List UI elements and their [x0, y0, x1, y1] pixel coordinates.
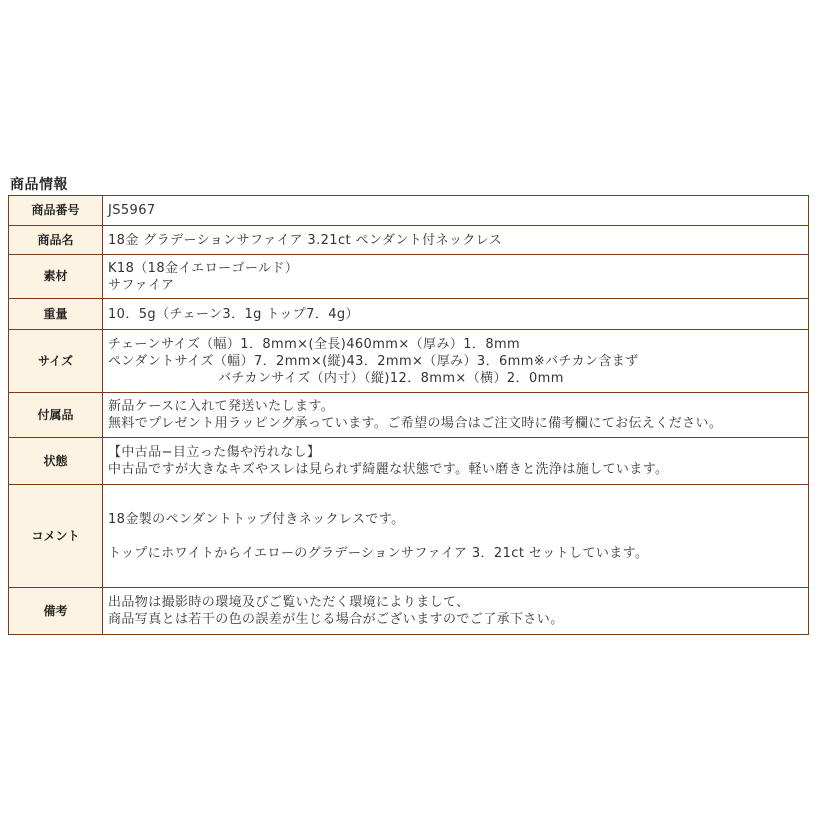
- table-row-material: [9, 255, 809, 299]
- table-row-weight: [9, 299, 809, 330]
- comment-line: 18金製のペンダントトップ付きネックレスです。: [108, 511, 405, 527]
- size-label: サイズ: [9, 330, 103, 393]
- item-number-label: 商品番号: [9, 196, 103, 226]
- comment-label: コメント: [9, 485, 103, 588]
- comment-line: トップにホワイトからイエローのグラデーションサファイア 3．21ct セットしています。: [108, 545, 649, 561]
- remarks-label: 備考: [9, 588, 103, 635]
- item-name-label: 商品名: [9, 226, 103, 255]
- condition-line: 中古品ですが大きなキズやスレは見られず綺麗な状態です。軽い磨きと洗浄は施しています。: [108, 462, 669, 477]
- table-row-item-number: [9, 196, 809, 226]
- size-line: ペンダントサイズ（幅）7．2mm×(縦)43．2mm×（厚み）3．6mm※バチカン含まず: [108, 353, 639, 369]
- accessories-line: 新品ケースに入れて発送いたします。: [108, 399, 335, 414]
- table-row-condition: [9, 438, 809, 485]
- table-row-accessories: [9, 393, 809, 438]
- condition-value: [103, 438, 809, 485]
- material-line: K18（18金イエローゴールド）: [108, 260, 299, 276]
- table-row-remarks: [9, 588, 809, 635]
- accessories-label: 付属品: [9, 393, 103, 438]
- table-row-comment: [9, 485, 809, 588]
- product-info-table: [8, 195, 809, 635]
- size-line: チェーンサイズ（幅）1．8mm×(全長)460mm×（厚み）1．8mm: [108, 336, 521, 352]
- condition-line: 【中古品−目立った傷や汚れなし】: [108, 445, 321, 460]
- table-row-size: [9, 330, 809, 393]
- weight-value: 10．5g（チェーン3．1g トップ7．4g）: [103, 299, 809, 330]
- accessories-value: [103, 393, 809, 438]
- accessories-line: 無料でプレゼント用ラッピング承っています。ご希望の場合はご注文時に備考欄にてお伝えください。: [108, 416, 723, 431]
- item-number-value: JS5967: [103, 196, 809, 226]
- item-name-value: 18金 グラデーションサファイア 3.21ct ペンダント付ネックレス: [103, 226, 809, 255]
- condition-label: 状態: [9, 438, 103, 485]
- material-line: サファイア: [108, 277, 175, 293]
- table-row-item-name: [9, 226, 809, 255]
- remarks-line: 商品写真とは若干の色の誤差が生じる場合がございますのでご了承下さい。: [108, 612, 564, 627]
- weight-label: 重量: [9, 299, 103, 330]
- material-value: [103, 255, 809, 299]
- remarks-value: [103, 588, 809, 635]
- comment-gap: [108, 528, 803, 545]
- comment-value: [103, 485, 809, 588]
- material-label: 素材: [9, 255, 103, 299]
- remarks-line: 出品物は撮影時の環境及びご覧いただく環境によりまして、: [108, 595, 470, 610]
- size-value: [103, 330, 809, 393]
- size-line: バチカンサイズ（内寸）（縦)12．8mm×（横）2．0mm: [218, 370, 564, 386]
- section-title: 商品情報: [10, 177, 68, 193]
